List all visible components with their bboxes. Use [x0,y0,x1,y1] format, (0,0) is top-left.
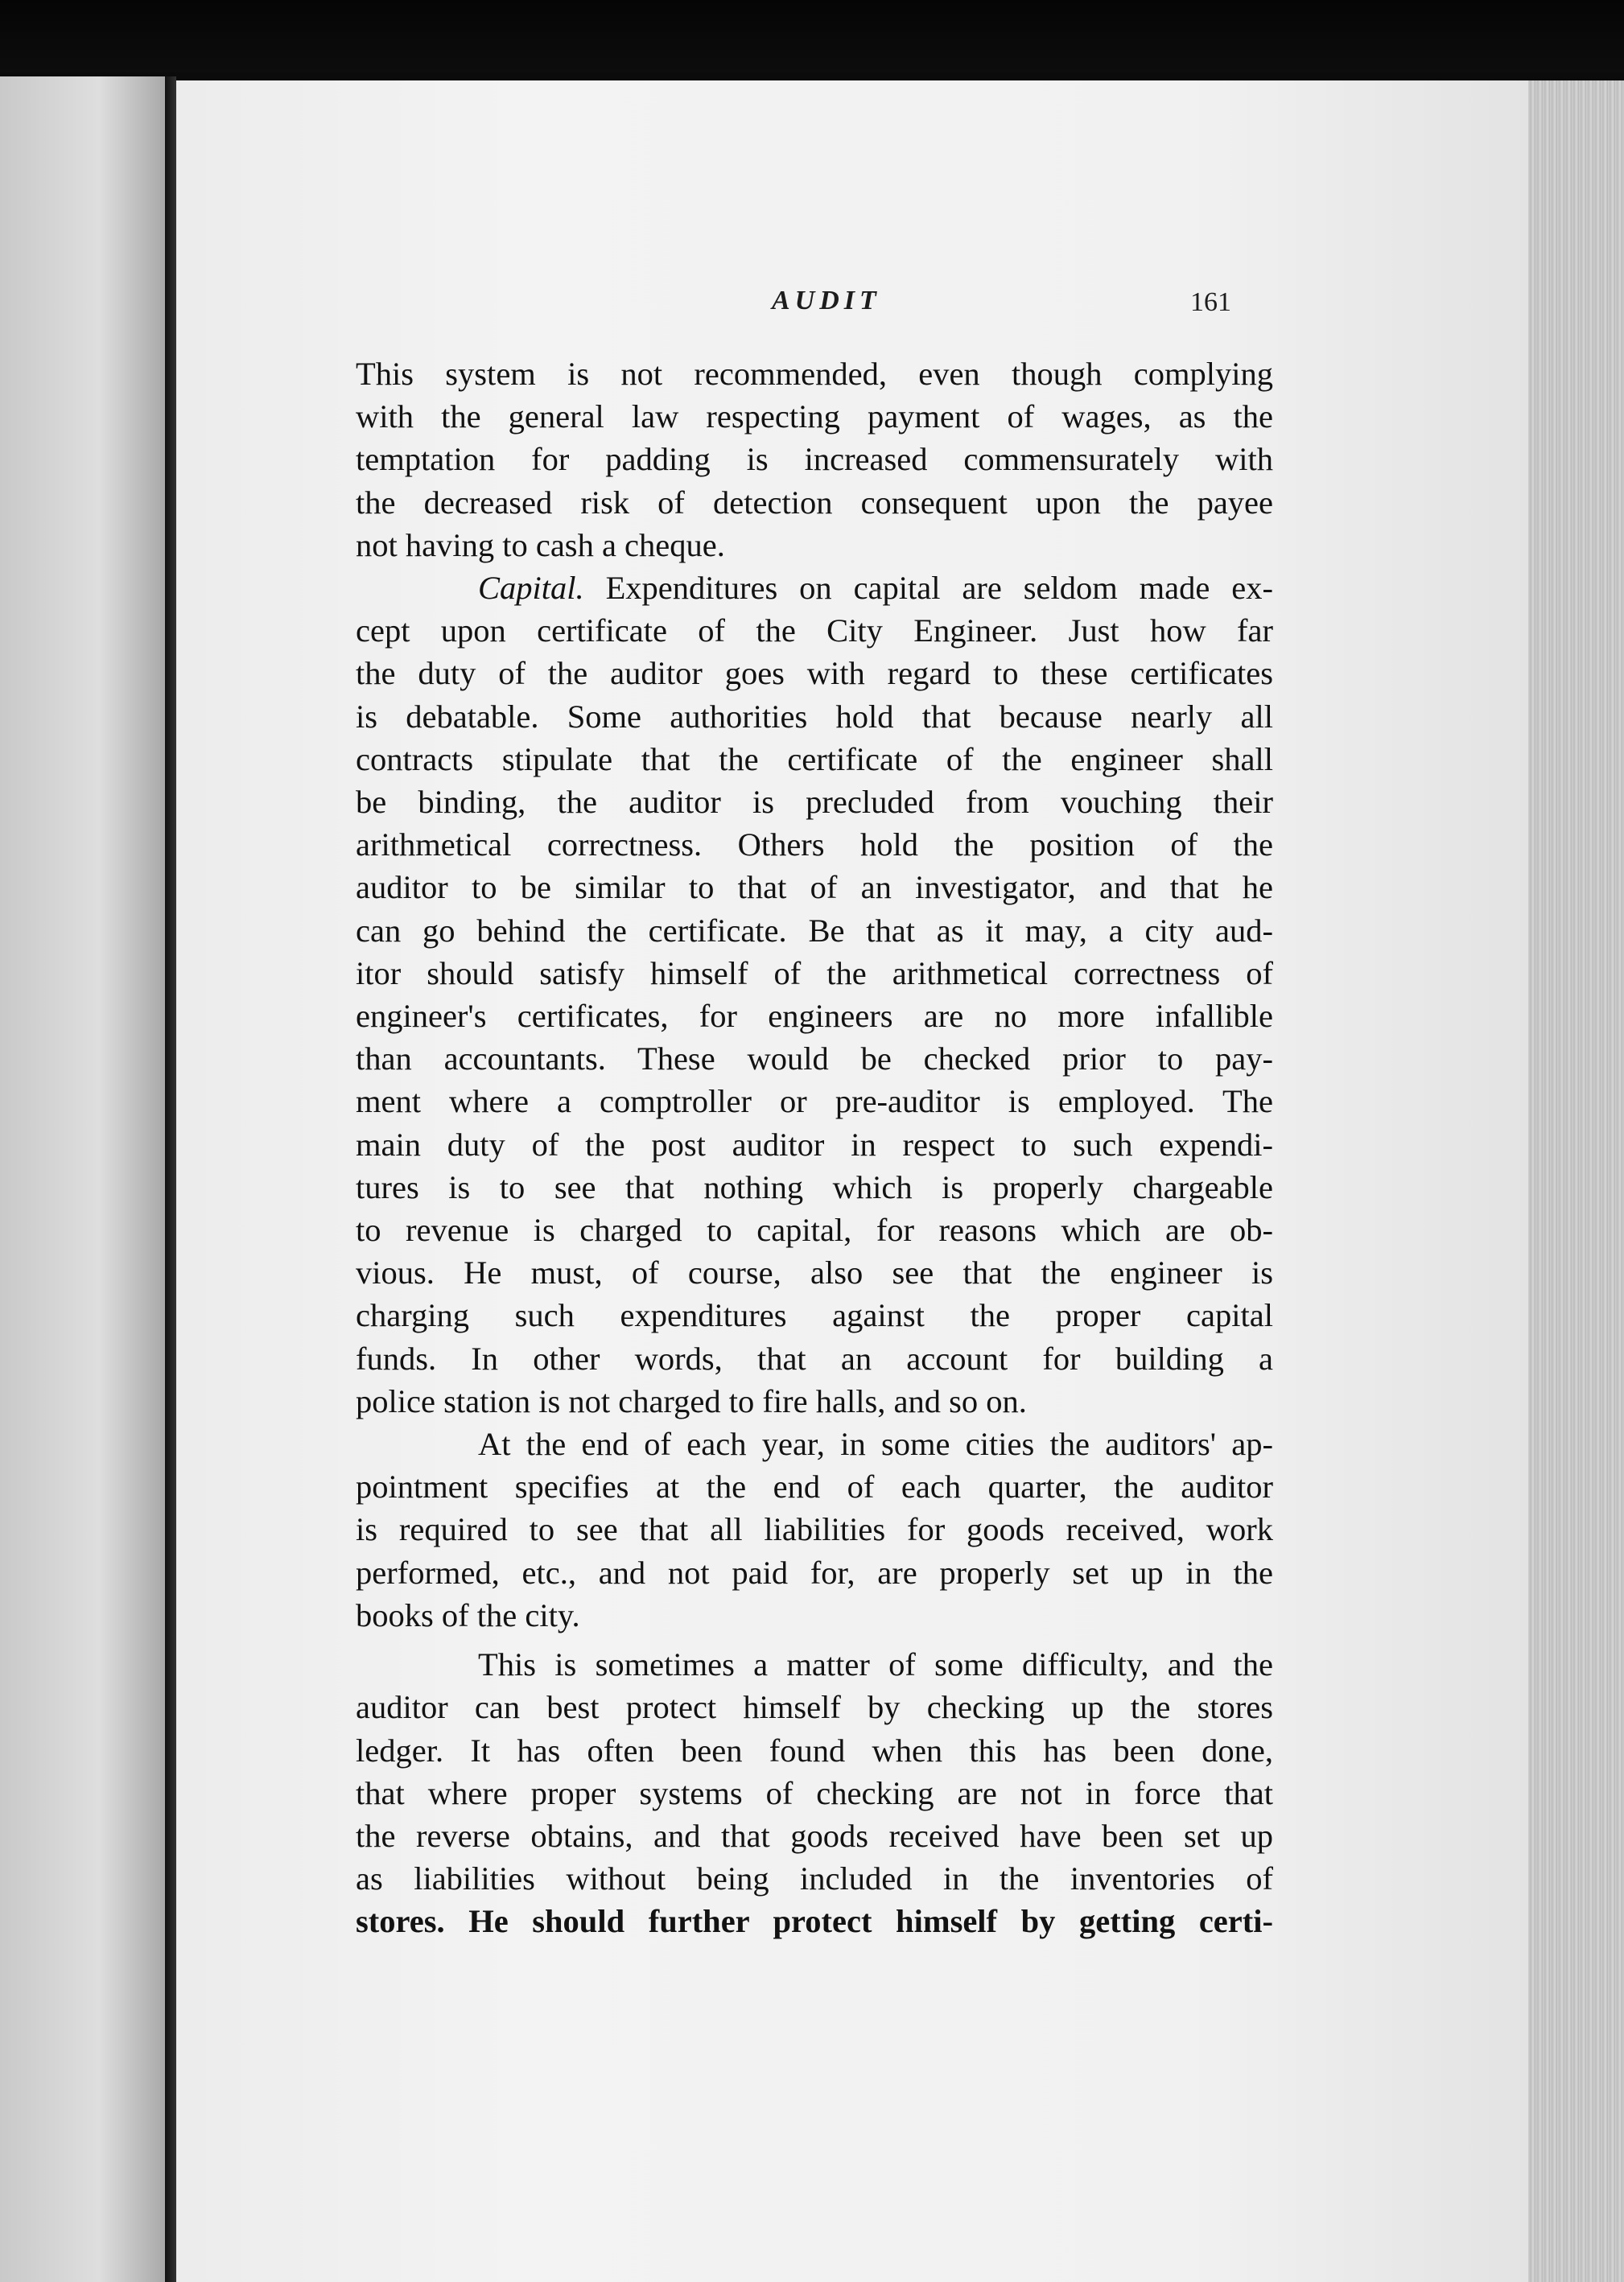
text-line: ment where a comptroller or pre-auditor is employed. The [356,1083,1273,1120]
text-line: main duty of the post auditor in respect to such expendi- [356,1126,1273,1163]
section-lead-in: Capital. [478,570,584,607]
text-line: than accountants. These would be checked prior to pay- [356,1040,1273,1077]
text-line: charging such expenditures against the proper capital [356,1297,1273,1334]
running-head: AUDIT [772,286,881,315]
paragraph [356,1643,1273,1942]
text-line: the decreased risk of detection consequent upon the payee [356,484,1273,521]
text-line: tures is to see that nothing which is properly chargeable [356,1168,1273,1205]
scan-top-border [0,0,1624,72]
text-line: cept upon certificate of the City Engineer. Just how far [356,612,1273,649]
text-line: not having to cash a cheque. [356,526,725,563]
text-line: the duty of the auditor goes with regard to these certificates [356,655,1273,692]
text-line: Capital. Expenditures on capital are seldom made ex- [478,570,1273,607]
text-line: is debatable. Some authorities hold that because nearly all [356,698,1273,735]
text-line: the reverse obtains, and that goods received have been set up [356,1817,1273,1854]
text-line: stores. He should further protect himself by getting certi- [356,1903,1273,1940]
text-line: funds. In other words, that an account for building a [356,1340,1273,1377]
text-line: with the general law respecting payment of wages, as the [356,398,1273,435]
gutter-shadow [165,76,176,2282]
page-header [176,286,1528,334]
text-line: be binding, the auditor is precluded from vouching their [356,784,1273,821]
text-line: arithmetical correctness. Others hold the position of the [356,826,1273,863]
body-text [356,352,1273,1943]
text-line: ledger. It has often been found when this has been done, [356,1732,1273,1769]
text-line: temptation for padding is increased commensurately with [356,441,1273,478]
text-line: At the end of each year, in some cities the auditors' ap- [478,1426,1273,1463]
text-line: police station is not charged to fire halls, and so on. [356,1382,1027,1419]
text-line: as liabilities without being included in the inventories of [356,1860,1273,1897]
text-line: vious. He must, of course, also see that the engineer is [356,1254,1273,1291]
text-line: is required to see that all liabilities for goods received, work [356,1511,1273,1548]
page-stack-edge [1528,80,1624,2282]
text-line: books of the city. [356,1596,580,1633]
text-line: that where proper systems of checking are not in force that [356,1774,1273,1811]
paragraph [356,566,1273,1423]
text-line: pointment specifies at the end of each quarter, the auditor [356,1468,1273,1506]
text-line: This is sometimes a matter of some difficulty, and the [478,1646,1273,1683]
text-line: engineer's certificates, for engineers are no more infallible [356,998,1273,1035]
text-line: to revenue is charged to capital, for reasons which are ob- [356,1212,1273,1249]
text-line: auditor to be similar to that of an investigator, and that he [356,869,1273,906]
text-line: performed, etc., and not paid for, are properly set up in the [356,1554,1273,1591]
paragraph [356,1423,1273,1637]
text-line: can go behind the certificate. Be that as it may, a city aud- [356,912,1273,949]
text-line: contracts stipulate that the certificate of the engineer shall [356,740,1273,777]
page-number: 161 [1190,287,1231,317]
text-line: This system is not recommended, even though complying [356,356,1273,392]
text-line: auditor can best protect himself by checking up the stores [356,1689,1273,1726]
facing-page-edge [0,76,165,2282]
text-line: itor should satisfy himself of the arithmetical correctness of [356,954,1273,991]
paragraph [356,352,1273,566]
